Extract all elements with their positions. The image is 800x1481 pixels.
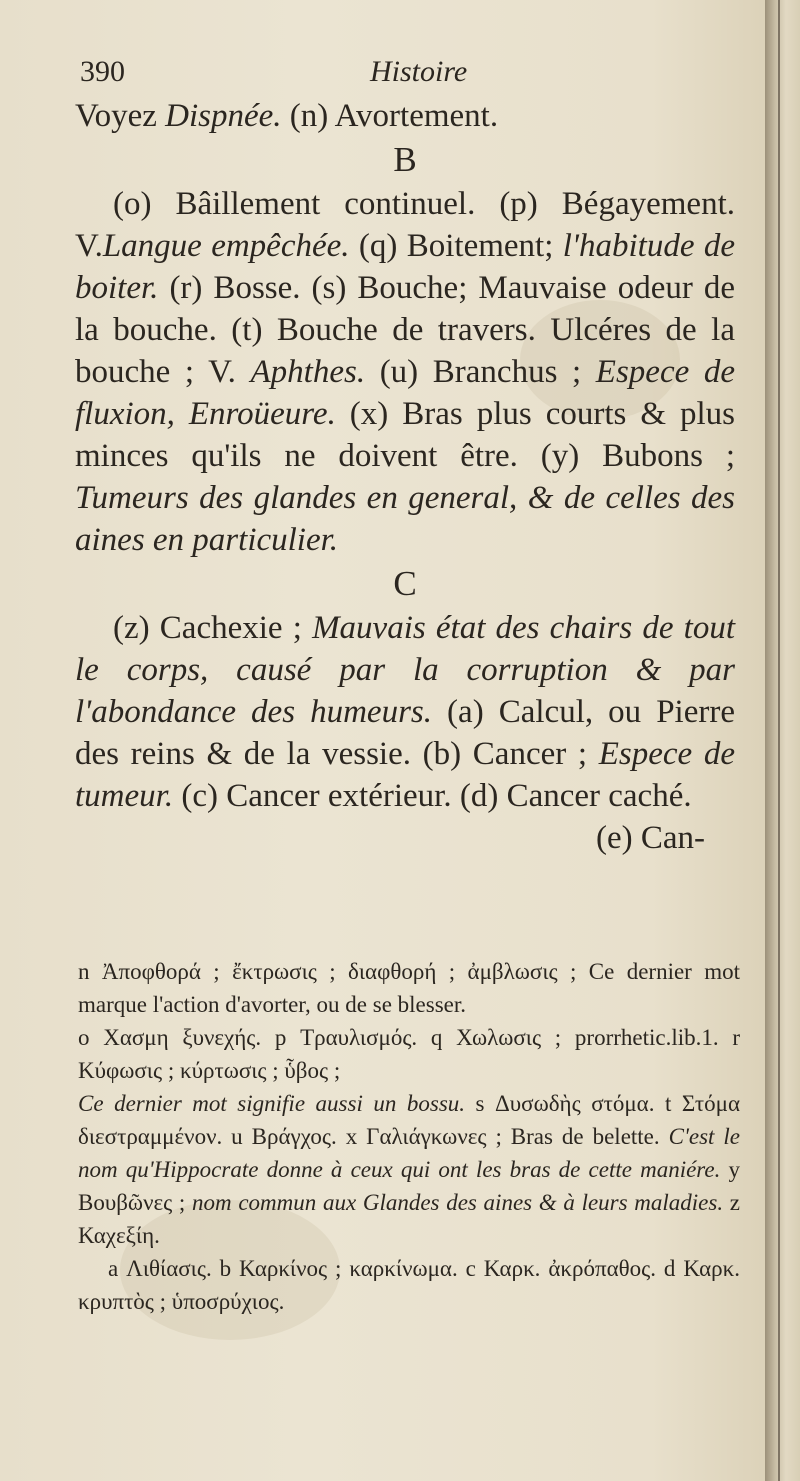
section-letter-b: B bbox=[393, 140, 417, 179]
book-gutter bbox=[765, 0, 800, 1481]
footnotes-a-d: a Λιθίασις. b Καρκίνος ; καρκίνωμα. c Καρκ. ἀκρόπαθος. d Καρκ. κρυπτὸς ; ὑποσρύχιος. bbox=[78, 1256, 740, 1314]
page-header bbox=[80, 55, 680, 95]
main-text bbox=[75, 95, 735, 859]
footnotes-s-z: Ce dernier mot signifie aussi un bossu. s Δυσωδὴς στόμα. t Στόμα διεστραμμένον. u Βράγχος. x Γαλιάγκωνες ; Bras de belette. C'est le nom qu'Hippocrate donne à ceux qui ont les bras de cette maniére. y Βουβῶνες ; nom commun aux Glandes des aines & à leurs maladies. z Καχεξίη. bbox=[78, 1091, 741, 1248]
footnote-o-r: o Χασμη ξυνεχής. p Τραυλισμός. q Χωλωσις ; prorrhetic.lib.1. r Κύφωσις ; κύρτωσις ; ὗβος ; bbox=[78, 1025, 740, 1083]
paragraph-b: (o) Bâillement continuel. (p) Bégayement. V.Langue empêchée. (q) Boitement; l'habitude de boiter. (r) Bosse. (s) Bouche; Mauvaise odeur de la bouche. (t) Bouche de travers. Ulcéres de la bouche ; V. Aphthes. (u) Branchus ; Espece de fluxion, Enroüeure. (x) Bras plus courts & plus minces qu'ils ne doivent être. (y) Bubons ; Tumeurs des glandes en general, & de celles des aines en particulier. bbox=[75, 186, 735, 558]
footnotes bbox=[78, 955, 740, 1318]
section-letter-c: C bbox=[393, 564, 417, 603]
running-title: Histoire bbox=[370, 55, 468, 88]
footnote-n: n Ἀποφθορά ; ἔκτρωσις ; διαφθορή ; ἀμβλωσις ; Ce dernier mot marque l'action d'avorter, ou de se blesser. bbox=[78, 959, 740, 1017]
page-number: 390 bbox=[80, 55, 125, 88]
paragraph-c: (z) Cachexie ; Mauvais état des chairs de tout le corps, causé par la corruption & par l'abondance des humeurs. (a) Calcul, ou Pierre des reins & de la vessie. (b) Cancer ; Espece de tumeur. (c) Cancer extérieur. (d) Cancer caché. bbox=[75, 610, 735, 814]
text-line-voyez: Voyez Dispnée. (n) Avortement. bbox=[75, 98, 499, 134]
gutter-edge bbox=[778, 0, 780, 1481]
catchword: (e) Can- bbox=[595, 820, 705, 856]
